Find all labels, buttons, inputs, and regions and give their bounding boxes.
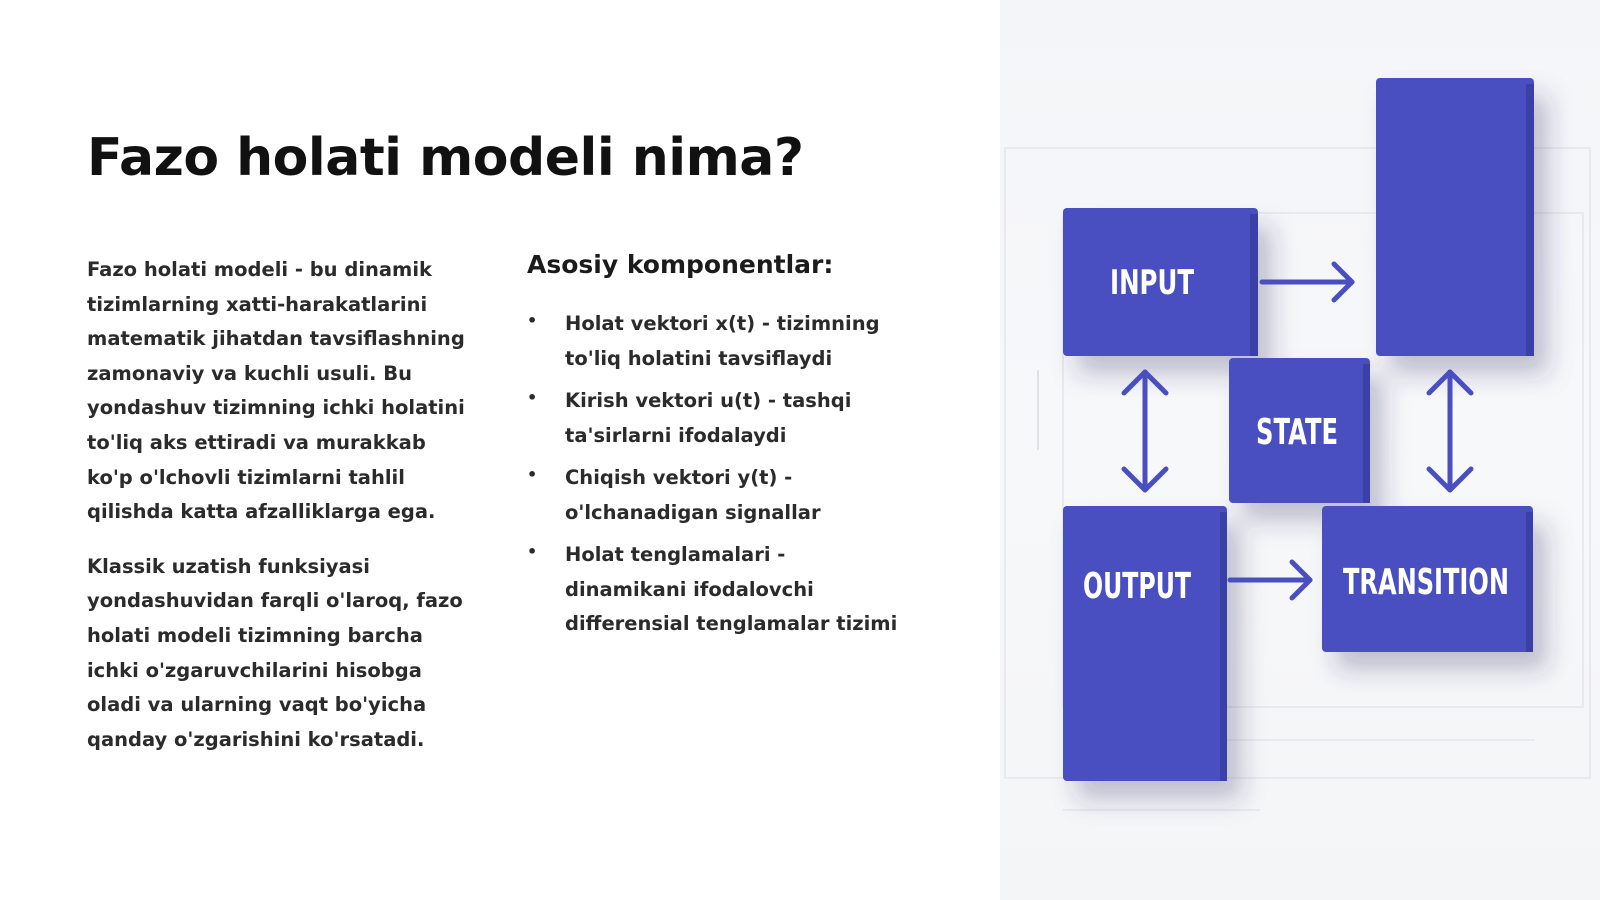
bullet: • <box>527 388 538 407</box>
component-item-state-vector <box>527 307 907 376</box>
components-heading: Asosiy komponentlar: <box>527 250 834 279</box>
bullet: • <box>527 542 538 561</box>
output-block <box>1063 506 1227 781</box>
input-label: INPUT <box>1110 263 1195 303</box>
bullet: • <box>527 465 538 484</box>
top-right-block <box>1376 78 1534 356</box>
component-item-state-equations <box>527 538 907 642</box>
components-section <box>527 250 907 636</box>
state-label: STATE <box>1256 412 1338 453</box>
arrow-up-down-icon <box>1124 372 1166 490</box>
output-label: OUTPUT <box>1083 566 1192 607</box>
state-space-diagram <box>1000 0 1600 900</box>
component-text: Kirish vektori u(t) - tashqi ta'sirlarni ifodalaydi <box>565 389 852 447</box>
component-text: Holat vektori x(t) - tizimning to'liq holatini tavsiflaydi <box>565 312 880 370</box>
arrow-up-down-icon <box>1429 372 1471 490</box>
intro-paragraph: Fazo holati modeli - bu dinamik tizimlarning xatti-harakatlarini matematik jihatdan tavsiflashning zamonaviy va kuchli usuli. Bu yondashuv tizimning ichki holatini to'liq aks ettiradi va murakkab ko'p o'lchovli tizimlarni tahlil qilishda katta afzalliklarga ega. <box>87 258 465 524</box>
diagram-panel <box>1000 0 1600 900</box>
arrow-right-icon <box>1262 264 1352 300</box>
arrow-right-icon <box>1230 562 1310 598</box>
intro-text <box>87 253 467 777</box>
component-item-input-vector <box>527 384 907 453</box>
component-text: Chiqish vektori y(t) - o'lchanadigan signallar <box>565 466 821 524</box>
transition-label: TRANSITION <box>1343 562 1509 603</box>
comparison-paragraph: Klassik uzatish funksiyasi yondashuvidan farqli o'laroq, fazo holati modeli tizimning barcha ichki o'zgaruvchilarini hisobga oladi va ularning vaqt bo'yicha qanday o'zgarishini ko'rsatadi. <box>87 554 463 751</box>
component-item-output-vector <box>527 461 907 530</box>
component-text: Holat tenglamalari - dinamikani ifodalovchi differensial tenglamalar tizimi <box>565 543 898 636</box>
bullet: • <box>527 311 538 330</box>
slide-title: Fazo holati modeli nima? <box>87 128 804 188</box>
